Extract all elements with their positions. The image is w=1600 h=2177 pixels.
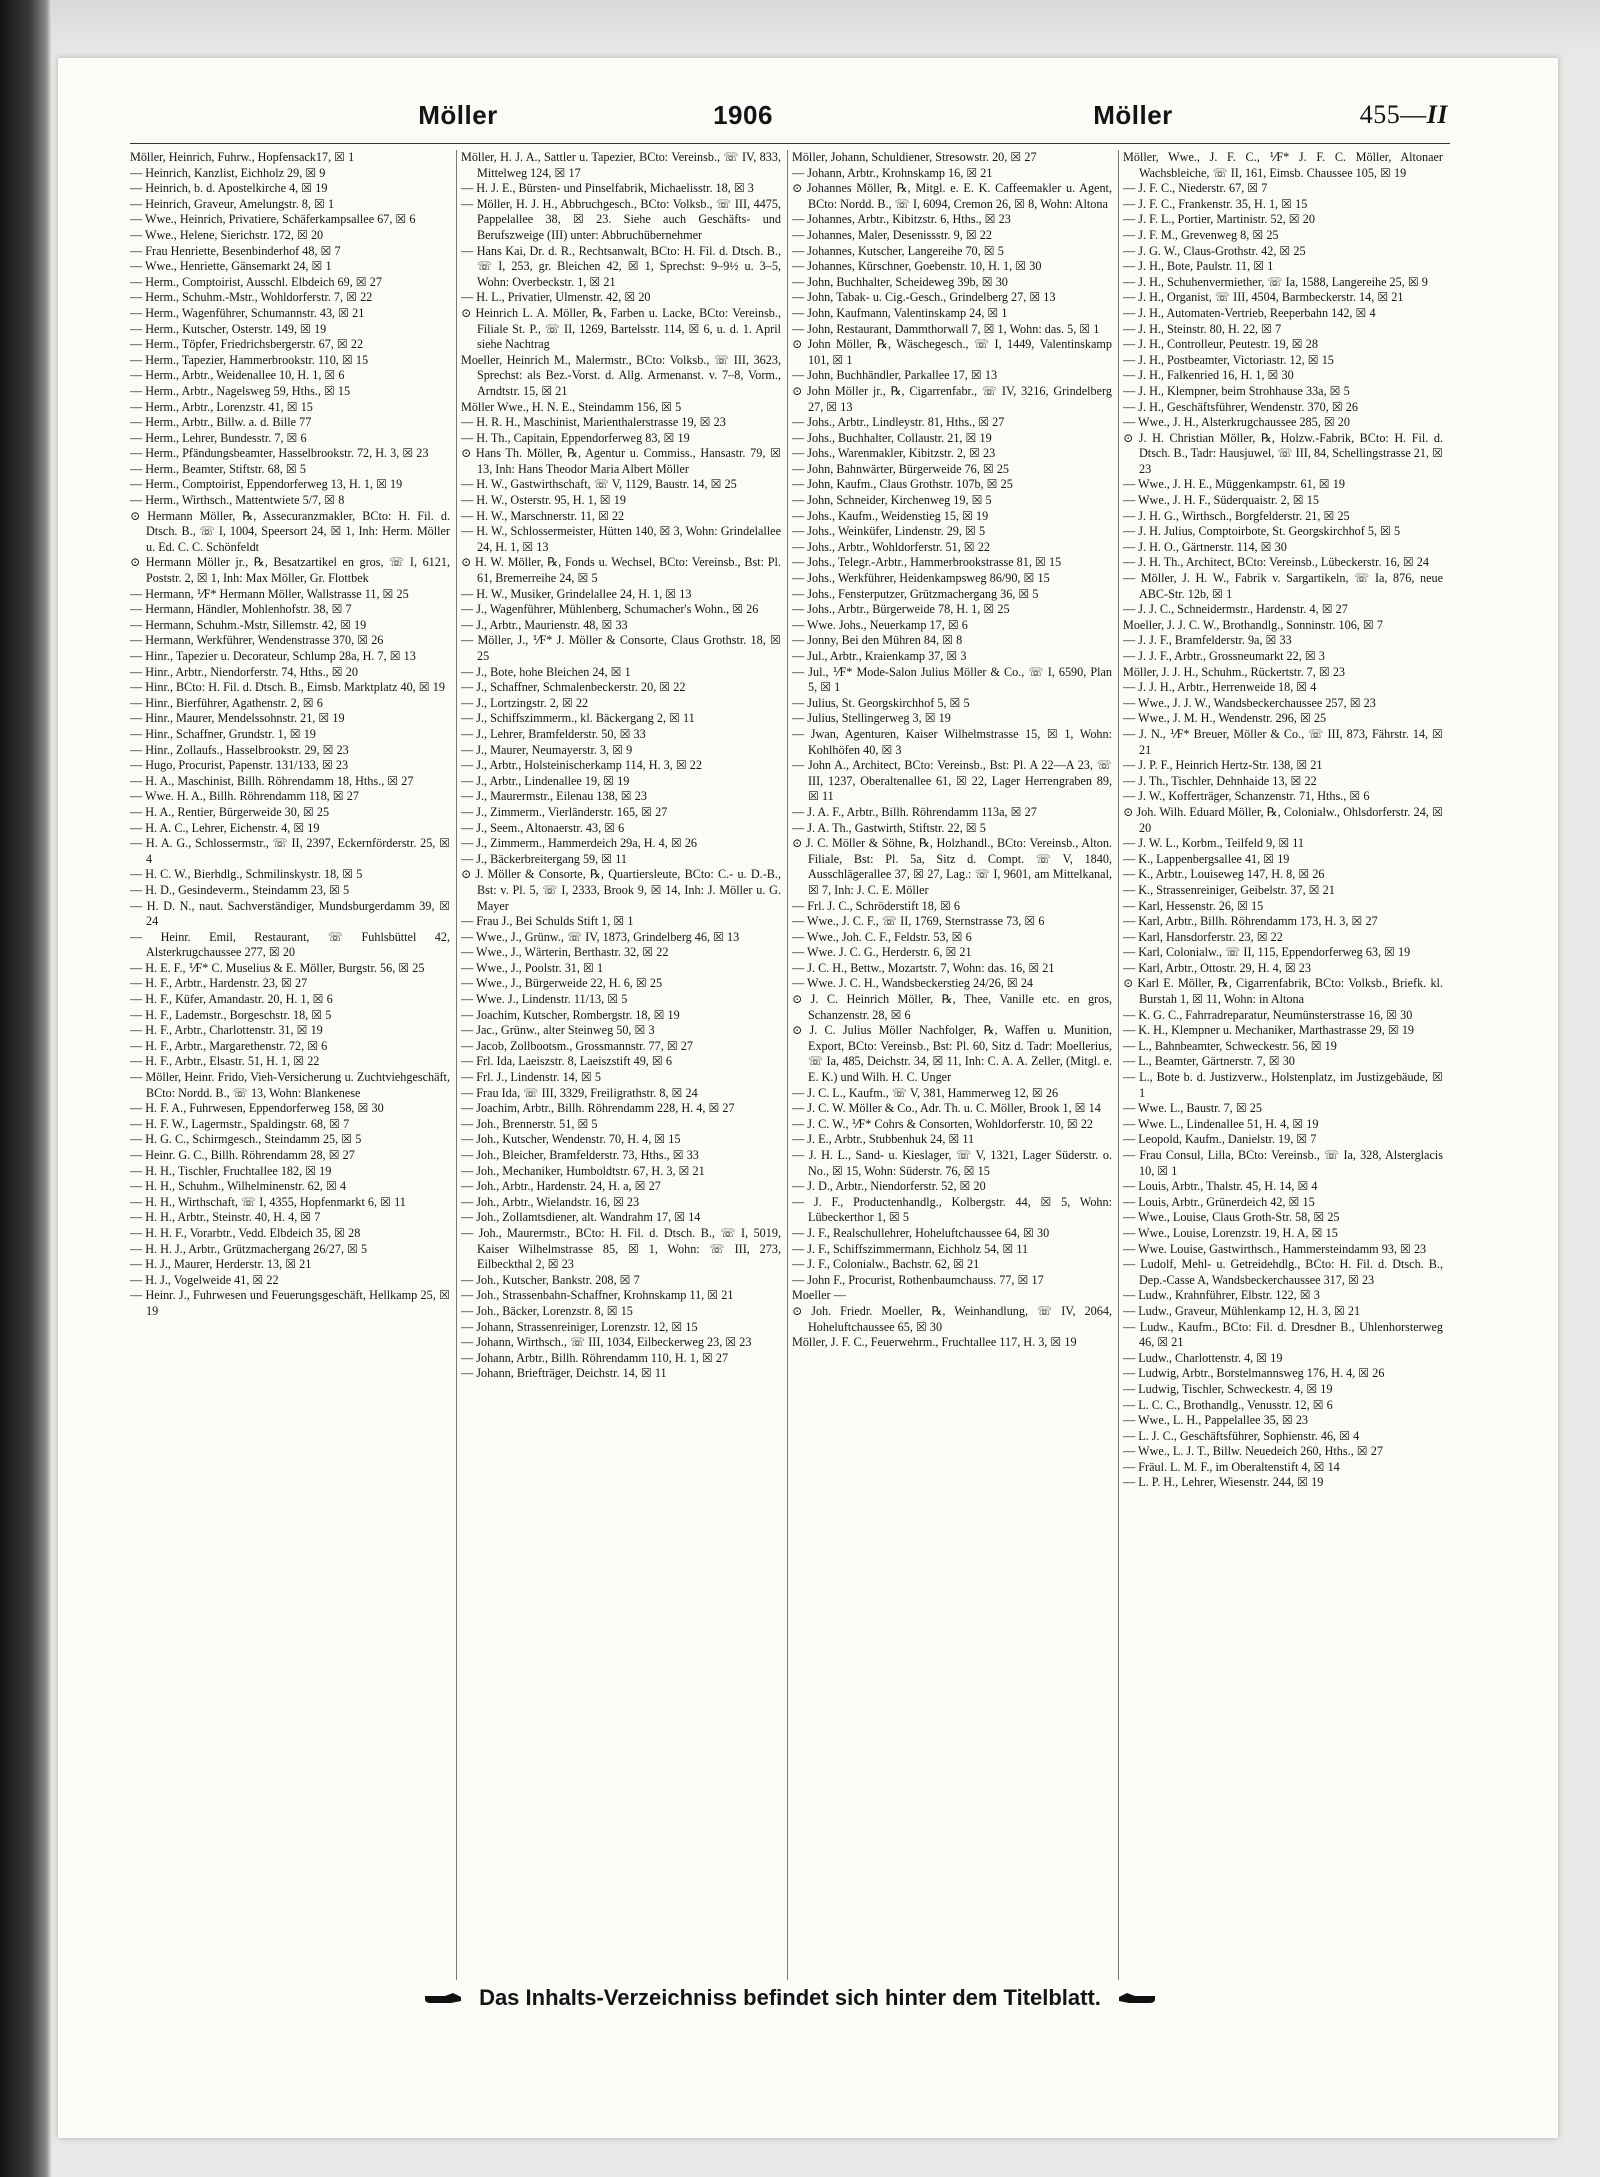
directory-entry: — J. J. C., Schneidermstr., Hardenstr. 4, ☒ 27 [1123, 602, 1348, 617]
directory-entry: ⊙ Joh. Wilh. Eduard Möller, ℞, Colonialw., Ohlsdorferstr. 24, ☒ 20 [1123, 804, 1443, 835]
directory-entry: — Karl, Hessenstr. 26, ☒ 15 [1123, 898, 1264, 913]
directory-entry: — John, Kaufm., Claus Grothstr. 107b, ☒ 25 [792, 477, 1013, 492]
directory-entry: — H. H., Tischler, Fruchtallee 182, ☒ 19 [130, 1163, 332, 1178]
directory-entry: ⊙ Hermann Möller jr., ℞, Besatzartikel en gros, ☏ I, 6121, Poststr. 2, ☒ 1, Inh: Max Möller, Gr. Flottbek [130, 555, 450, 586]
directory-entry: — J., Arbtr., Lindenallee 19, ☒ 19 [461, 773, 630, 788]
directory-entry: Möller Wwe., H. N. E., Steindamm 156, ☒ 5 [461, 399, 682, 414]
page-number-part: II [1426, 100, 1448, 129]
directory-entry: — J. H., Postbeamter, Victoriastr. 12, ☒ 15 [1123, 352, 1334, 367]
directory-entry: — Johs., Werkführer, Heidenkampsweg 86/90, ☒ 15 [792, 571, 1050, 586]
directory-entry: — Herm., Wagenführer, Schumannstr. 43, ☒ 21 [130, 305, 365, 320]
directory-entry: — Wwe. L., Baustr. 7, ☒ 25 [1123, 1101, 1262, 1116]
directory-entry: — J. N., ⅟F* Breuer, Möller & Co., ☏ III, 873, Fährstr. 14, ☒ 21 [1123, 726, 1443, 757]
directory-entry: — J., Schiffszimmerm., kl. Bäckergang 2, ☒ 11 [461, 711, 695, 726]
page-footer [130, 1985, 1450, 2025]
directory-entry: — J. H., Schuhenvermiether, ☏ Ia, 1588, Langereihe 25, ☒ 9 [1123, 274, 1428, 289]
directory-entry: — H. Th., Capitain, Eppendorferweg 83, ☒ 19 [461, 430, 690, 445]
directory-entry: — Karl, Arbtr., Billh. Röhrendamm 173, H. 3, ☒ 27 [1123, 914, 1378, 929]
directory-entry: — Heinr. J., Fuhrwesen und Feuerungsgeschäft, Hellkamp 25, ☒ 19 [130, 1288, 450, 1318]
directory-entry: — Wwe., Louise, Claus Groth-Str. 58, ☒ 25 [1123, 1210, 1340, 1225]
directory-entry: — J. F. M., Grevenweg 8, ☒ 25 [1123, 227, 1279, 242]
directory-entry: Möller, J. J. H., Schuhm., Rückertstr. 7, ☒ 23 [1123, 664, 1346, 679]
directory-entry: — Jul., ⅟F* Mode-Salon Julius Möller & Co., ☏ I, 6590, Plan 5, ☒ 1 [792, 664, 1112, 695]
directory-entry: — H. W., Gastwirthschaft, ☏ V, 1129, Baustr. 14, ☒ 25 [461, 477, 737, 492]
directory-entry: — J. H., Controlleur, Peutestr. 19, ☒ 28 [1123, 337, 1318, 352]
column-4 [1123, 150, 1443, 1980]
directory-entry: — J. A. F., Arbtr., Billh. Röhrendamm 113a, ☒ 27 [792, 804, 1037, 819]
directory-entry: — John F., Procurist, Rothenbaumchauss. 77, ☒ 17 [792, 1272, 1044, 1287]
directory-entry: — H. F., Küfer, Amandastr. 20, H. 1, ☒ 6 [130, 992, 333, 1007]
directory-entry: — H. J., Vogelweide 41, ☒ 22 [130, 1272, 279, 1287]
directory-columns [130, 150, 1450, 1980]
directory-entry: — Johannes, Kürschner, Goebenstr. 10, H. 1, ☒ 30 [792, 259, 1042, 274]
directory-entry: — Hermann, ⅟F* Hermann Möller, Wallstrasse 11, ☒ 25 [130, 586, 409, 601]
directory-entry: — J. C. W. Möller & Co., Adr. Th. u. C. Möller, Brook 1, ☒ 14 [792, 1101, 1101, 1116]
directory-entry: — J. H., Organist, ☏ III, 4504, Barmbeckerstr. 14, ☒ 21 [1123, 290, 1404, 305]
page-number-value: 455— [1359, 100, 1427, 129]
directory-entry: — Johann, Strassenreiniger, Lorenzstr. 12, ☒ 15 [461, 1319, 698, 1334]
directory-entry: Möller, Wwe., J. F. C., ⅟F* J. F. C. Möller, Altonaer Wachsbleiche, ☏ II, 161, Eimsb. Chaussee 105, ☒ 19 [1123, 150, 1443, 180]
directory-entry: — J. G. W., Claus-Grothstr. 42, ☒ 25 [1123, 243, 1306, 258]
column-2 [461, 150, 781, 1980]
directory-entry: — Heinrich, Kanzlist, Eichholz 29, ☒ 9 [130, 165, 326, 180]
header-left-name: Möller [418, 100, 498, 130]
directory-entry: — Ludw., Krahnführer, Elbstr. 122, ☒ 3 [1123, 1288, 1320, 1303]
directory-entry: — Möller, J. H. W., Fabrik v. Sargartikeln, ☏ Ia, 876, neue ABC-Str. 12b, ☒ 1 [1123, 571, 1443, 601]
directory-entry: — Joh., Arbtr., Hardenstr. 24, H. a, ☒ 27 [461, 1179, 661, 1194]
directory-entry: — Johs., Kaufm., Weidenstieg 15, ☒ 19 [792, 508, 989, 523]
directory-entry: — J., Bäckerbreitergang 59, ☒ 11 [461, 851, 627, 866]
directory-entry: — H. E. F., ⅟F* C. Muselius & E. Möller, Burgstr. 56, ☒ 25 [130, 960, 425, 975]
directory-entry: — Frau J., Bei Schulds Stift 1, ☒ 1 [461, 914, 634, 929]
directory-entry: — L. C. C., Brothandlg., Venusstr. 12, ☒ 6 [1123, 1397, 1333, 1412]
directory-entry: — H. D. N., naut. Sachverständiger, Mundsburgerdamm 39, ☒ 24 [130, 898, 450, 929]
directory-entry: — Wwe., Helene, Sierichstr. 172, ☒ 20 [130, 227, 324, 242]
directory-entry: — Möller, H. J. H., Abbruchgesch., BCto: Volksb., ☏ III, 4475, Pappelallee 38, ☒ 23. Siehe auch Geschäfts- und Berufszweige (III) unter: Abbruchübernehmer [461, 196, 781, 242]
directory-entry: — Herm., Beamter, Stiftstr. 68, ☒ 5 [130, 461, 306, 476]
directory-entry: — Hinr., BCto: H. Fil. d. Dtsch. B., Eimsb. Marktplatz 40, ☒ 19 [130, 680, 445, 695]
page-number [1360, 100, 1448, 130]
directory-entry: — J., Bote, hohe Bleichen 24, ☒ 1 [461, 664, 631, 679]
directory-entry: — Joh., Kutscher, Wendenstr. 70, H. 4, ☒ 15 [461, 1132, 681, 1147]
directory-entry: — L. J. C., Geschäftsführer, Sophienstr. 46, ☒ 4 [1123, 1428, 1360, 1443]
scan-top-edge [0, 0, 1600, 58]
directory-entry: — J. H., Falkenried 16, H. 1, ☒ 30 [1123, 368, 1294, 383]
directory-entry: — Herm., Lehrer, Bundesstr. 7, ☒ 6 [130, 430, 307, 445]
directory-entry: Möller, H. J. A., Sattler u. Tapezier, BCto: Vereinsb., ☏ IV, 833, Mittelweg 124, ☒ 17 [461, 150, 781, 180]
header-year: 1906 [713, 100, 773, 130]
directory-entry: ⊙ J. C. Heinrich Möller, ℞, Thee, Vanille etc. en gros, Schanzenstr. 28, ☒ 6 [792, 992, 1112, 1022]
directory-entry: — Karl, Arbtr., Ottostr. 29, H. 4, ☒ 23 [1123, 960, 1311, 975]
directory-entry: — J. Th., Tischler, Dehnhaide 13, ☒ 22 [1123, 773, 1317, 788]
directory-entry: — L., Bote b. d. Justizverw., Holstenplatz, im Justizgebäude, ☒ 1 [1123, 1070, 1443, 1100]
directory-entry: — L., Bahnbeamter, Schweckestr. 56, ☒ 19 [1123, 1038, 1337, 1053]
directory-entry: — Louis, Arbtr., Grünerdeich 42, ☒ 15 [1123, 1194, 1315, 1209]
directory-entry: — J. F. C., Niederstr. 67, ☒ 7 [1123, 181, 1268, 196]
directory-entry: Moeller — [792, 1288, 846, 1303]
directory-entry: — Wwe. J. C. G., Herderstr. 6, ☒ 21 [792, 945, 972, 960]
directory-entry: — Joh., Bleicher, Bramfelderstr. 73, Hths., ☒ 33 [461, 1148, 699, 1162]
directory-entry: ⊙ Hermann Möller, ℞, Assecuranzmakler, BCto: H. Fil. d. Dtsch. B., ☏ I, 1004, Speersort 24, ☒ 1, Inh: Herm. Möller u. Ed. C. C. Schönfeldt [130, 508, 450, 554]
directory-entry: — Heinrich, b. d. Apostelkirche 4, ☒ 19 [130, 181, 328, 196]
directory-entry: — J. J. H., Arbtr., Herrenweide 18, ☒ 4 [1123, 680, 1317, 695]
directory-entry: — H. L., Privatier, Ulmenstr. 42, ☒ 20 [461, 290, 651, 305]
directory-entry: — Herm., Pfändungsbeamter, Hasselbrookstr. 72, H. 3, ☒ 23 [130, 446, 429, 461]
directory-entry: — Wwe. Johs., Neuerkamp 17, ☒ 6 [792, 617, 968, 632]
directory-entry: — J. F. L., Portier, Martinistr. 52, ☒ 20 [1123, 212, 1315, 227]
directory-entry: — Wwe., J. C. F., ☏ II, 1769, Sternstrasse 73, ☒ 6 [792, 914, 1045, 929]
directory-entry: — H. F., Arbtr., Elsastr. 51, H. 1, ☒ 22 [130, 1054, 320, 1069]
directory-entry: — K., Arbtr., Louiseweg 147, H. 8, ☒ 26 [1123, 867, 1325, 882]
directory-entry: — Herm., Comptoirist, Eppendorferweg 13, H. 1, ☒ 19 [130, 477, 403, 492]
directory-entry: — Johannes, Arbtr., Kibitzstr. 6, Hths., ☒ 23 [792, 212, 1011, 227]
directory-entry: — Herm., Schuhm.-Mstr., Wohldorferstr. 7, ☒ 22 [130, 290, 373, 305]
directory-entry: — Wwe. Louise, Gastwirthsch., Hammersteindamm 93, ☒ 23 [1123, 1241, 1427, 1256]
directory-entry: — Wwe., J. J. W., Wandsbeckerchaussee 257, ☒ 23 [1123, 695, 1376, 710]
directory-entry: — L. P. H., Lehrer, Wiesenstr. 244, ☒ 19 [1123, 1475, 1324, 1490]
directory-entry: — Heinr. Emil, Restaurant, ☏ Fuhlsbüttel 42, Alsterkrugchaussee 277, ☒ 20 [130, 929, 450, 960]
directory-entry: — Joh., Mechaniker, Humboldtstr. 67, H. 3, ☒ 21 [461, 1163, 705, 1178]
directory-entry: — J. H., Bote, Paulstr. 11, ☒ 1 [1123, 259, 1274, 274]
directory-entry: — Frl. J. C., Schröderstift 18, ☒ 6 [792, 898, 961, 913]
directory-entry: Möller, J. F. C., Feuerwehrm., Fruchtallee 117, H. 3, ☒ 19 [792, 1335, 1077, 1350]
directory-entry: — Herm., Töpfer, Friedrichsbergerstr. 67, ☒ 22 [130, 337, 364, 352]
directory-entry: — Wwe., L. J. T., Billw. Neuedeich 260, Hths., ☒ 27 [1123, 1444, 1383, 1459]
directory-entry: — K., Lappenbergsallee 41, ☒ 19 [1123, 851, 1290, 866]
pointing-hand-left-icon [1117, 1991, 1157, 2007]
directory-entry: — H. A. G., Schlossermstr., ☏ II, 2397, Eckernförderstr. 25, ☒ 4 [130, 836, 450, 866]
directory-entry: — Wwe., Joh. C. F., Feldstr. 53, ☒ 6 [792, 929, 972, 944]
scan-left-edge [0, 0, 52, 2177]
directory-entry: — Johs., Warenmakler, Kibitzstr. 2, ☒ 23 [792, 446, 996, 461]
directory-entry: — K., Strassenreiniger, Geibelstr. 37, ☒ 21 [1123, 882, 1335, 897]
directory-entry: — Johannes, Maler, Desenissstr. 9, ☒ 22 [792, 227, 992, 242]
directory-entry: ⊙ H. W. Möller, ℞, Fonds u. Wechsel, BCto: Vereinsb., Bst: Pl. 61, Bremerreihe 24, ☒ 5 [461, 555, 781, 586]
directory-entry: — J., Zimmerm., Vierländerstr. 165, ☒ 27 [461, 804, 668, 819]
directory-entry: — Johann, Briefträger, Deichstr. 14, ☒ 11 [461, 1366, 667, 1381]
directory-entry: — H. F. W., Lagermstr., Spaldingstr. 68, ☒ 7 [130, 1116, 350, 1131]
directory-entry: — Herm., Arbtr., Lorenzstr. 41, ☒ 15 [130, 399, 313, 414]
directory-entry: — H. F. A., Fuhrwesen, Eppendorferweg 158, ☒ 30 [130, 1101, 384, 1116]
directory-entry: — H. H. J., Arbtr., Grützmachergang 26/27, ☒ 5 [130, 1241, 368, 1256]
directory-entry: — Frau Henriette, Besenbinderhof 48, ☒ 7 [130, 243, 341, 258]
directory-entry: Moeller, Heinrich M., Malermstr., BCto: Volksb., ☏ III, 3623, Sprechst: als Bez.-Vorst. d. Allg. Armenanst. v. 7–8, Vorm., Arndtstr. 15, ☒ 21 [461, 352, 781, 398]
directory-entry: — Wwe., J. H. F., Süderquaistr. 2, ☒ 15 [1123, 493, 1319, 508]
directory-entry: — Joh., Brennerstr. 51, ☒ 5 [461, 1116, 598, 1131]
directory-entry: — Wwe., J., Bürgerweide 22, H. 6, ☒ 25 [461, 976, 663, 991]
directory-entry: — Johann, Arbtr., Krohnskamp 16, ☒ 21 [792, 165, 993, 180]
directory-entry: — L., Beamter, Gärtnerstr. 7, ☒ 30 [1123, 1054, 1295, 1069]
directory-entry: — Frau Consul, Lilla, BCto: Vereinsb., ☏ Ia, 328, Alsterglacis 10, ☒ 1 [1123, 1148, 1443, 1178]
column-1 [130, 150, 450, 1980]
directory-entry: — Wwe. J. C. H., Wandsbeckerstieg 24/26, ☒ 24 [792, 976, 1034, 991]
directory-entry: — Johs., Arbtr., Bürgerweide 78, H. 1, ☒ 25 [792, 602, 1010, 617]
directory-entry: — John, Restaurant, Dammthorwall 7, ☒ 1, Wohn: das. 5, ☒ 1 [792, 321, 1100, 336]
directory-entry: — Johann, Wirthsch., ☏ III, 1034, Eilbeckerweg 23, ☒ 23 [461, 1335, 752, 1350]
directory-entry: — Johs., Fensterputzer, Grützmachergang 36, ☒ 5 [792, 586, 1039, 601]
directory-entry: — Möller, J., ⅟F* J. Möller & Consorte, Claus Grothstr. 18, ☒ 25 [461, 633, 781, 663]
directory-entry: — J. C. W., ⅟F* Cohrs & Consorten, Wohldorferstr. 10, ☒ 22 [792, 1116, 1094, 1131]
directory-entry: — J. H. G., Wirthsch., Borgfelderstr. 21, ☒ 25 [1123, 508, 1350, 523]
directory-entry: — J. C. L., Kaufm., ☏ V, 381, Hammerweg 12, ☒ 26 [792, 1085, 1059, 1100]
directory-entry: — Frl. Ida, Laeiszstr. 8, Laeiszstift 49, ☒ 6 [461, 1054, 672, 1069]
directory-entry: — H. D., Gesindeverm., Steindamm 23, ☒ 5 [130, 882, 350, 897]
directory-entry: — John, Schneider, Kirchenweg 19, ☒ 5 [792, 493, 992, 508]
directory-entry: — J., Lehrer, Bramfelderstr. 50, ☒ 33 [461, 726, 646, 741]
directory-entry: — Johs., Weinküfer, Lindenstr. 29, ☒ 5 [792, 524, 986, 539]
directory-entry: — J. P. F., Heinrich Hertz-Str. 138, ☒ 21 [1123, 758, 1323, 773]
directory-entry: — H. H. F., Vorarbtr., Vedd. Elbdeich 35, ☒ 28 [130, 1225, 361, 1240]
directory-entry: — H. G. C., Schirmgesch., Steindamm 25, ☒ 5 [130, 1132, 362, 1147]
directory-entry: — Hinr., Maurer, Mendelssohnstr. 21, ☒ 19 [130, 711, 345, 726]
directory-entry: Möller, Johann, Schuldiener, Stresowstr. 20, ☒ 27 [792, 150, 1037, 164]
directory-entry: — John, Bahnwärter, Bürgerweide 76, ☒ 25 [792, 461, 1010, 476]
directory-entry: — J. F., Schiffszimmermann, Eichholz 54, ☒ 11 [792, 1241, 1029, 1256]
directory-entry: — Frau Ida, ☏ III, 3329, Freiligrathstr. 8, ☒ 24 [461, 1085, 698, 1100]
directory-entry: — Johs., Telegr.-Arbtr., Hammerbrookstrasse 81, ☒ 15 [792, 555, 1062, 570]
directory-entry: — Herm., Comptoirist, Ausschl. Elbdeich 69, ☒ 27 [130, 274, 382, 289]
directory-entry: ⊙ J. C. Julius Möller Nachfolger, ℞, Waffen u. Munition, Export, BCto: Vereinsb., Bst: Pl. 60, Sitz d. Tadr: Moellerius, ☏ Ia, 485, Deichstr. 34, ☒ 11, Inh: C. A. A. Zeller, (Mitgl. e. E. K.) und Wilh. H. C. Unger [792, 1023, 1112, 1085]
directory-entry: — Julius, Stellingerweg 3, ☒ 19 [792, 711, 951, 726]
directory-entry: ⊙ John Möller jr., ℞, Cigarrenfabr., ☏ IV, 3216, Grindelberg 27, ☒ 13 [792, 383, 1112, 414]
directory-entry: — John, Buchhändler, Parkallee 17, ☒ 13 [792, 368, 998, 383]
directory-entry: — Karl, Hansdorferstr. 23, ☒ 22 [1123, 929, 1283, 944]
directory-entry: ⊙ J. H. Christian Möller, ℞, Holzw.-Fabrik, BCto: H. Fil. d. Dtsch. B., Tadr: Hausjuwel, ☏ III, 84, Schellingstrasse 21, ☒ 23 [1123, 430, 1443, 476]
directory-entry: — Ludwig, Arbtr., Borstelmannsweg 176, H. 4, ☒ 26 [1123, 1366, 1385, 1381]
directory-entry: — H. H., Arbtr., Steinstr. 40, H. 4, ☒ 7 [130, 1210, 321, 1225]
directory-entry: — J. D., Arbtr., Niendorferstr. 52, ☒ 20 [792, 1179, 986, 1194]
directory-entry: — H. F., Lademstr., Borgeschstr. 18, ☒ 5 [130, 1007, 332, 1022]
directory-entry: — H. H., Wirthschaft, ☏ I, 4355, Hopfenmarkt 6, ☒ 11 [130, 1194, 406, 1209]
directory-entry: — Frl. J., Lindenstr. 14, ☒ 5 [461, 1070, 601, 1085]
directory-entry: — Herm., Arbtr., Billw. a. d. Bille 77 [130, 415, 312, 430]
directory-entry: — Karl, Colonialw., ☏ II, 115, Eppendorferweg 63, ☒ 19 [1123, 945, 1411, 960]
directory-entry: — J. H., Geschäftsführer, Wendenstr. 370, ☒ 26 [1123, 399, 1358, 414]
directory-entry: — Hermann, Werkführer, Wendenstrasse 370, ☒ 26 [130, 633, 384, 648]
directory-entry: — Wwe., Heinrich, Privatiere, Schäferkampsallee 67, ☒ 6 [130, 212, 416, 227]
directory-entry: — Joh., Zollamtsdiener, alt. Wandrahm 17, ☒ 14 [461, 1210, 701, 1225]
directory-entry: — J. H. L., Sand- u. Kieslager, ☏ V, 1321, Lager Süderstr. o. No., ☒ 15, Wohn: Süderstr. 76, ☒ 15 [792, 1148, 1112, 1178]
directory-entry: — Hugo, Procurist, Papenstr. 131/133, ☒ 23 [130, 758, 349, 773]
directory-entry: — Fräul. L. M. F., im Oberaltenstift 4, ☒ 14 [1123, 1459, 1340, 1474]
directory-entry: — J. H., Klempner, beim Strohhause 33a, ☒ 5 [1123, 383, 1350, 398]
directory-entry: — H. W., Marschnerstr. 11, ☒ 22 [461, 508, 625, 523]
directory-entry: — Heinrich, Graveur, Amelungstr. 8, ☒ 1 [130, 196, 335, 211]
directory-entry: — J., Maurermstr., Eilenau 138, ☒ 23 [461, 789, 647, 804]
directory-entry: ⊙ J. C. Möller & Söhne, ℞, Holzhandl., BCto: Vereinsb., Alton. Filiale, Bst: Pl. 5a, Sitz d. Compt. ☏ V, 1840, Ausschlägerallee 37, ☒ 27, Lag.: ☏ I, 9601, am Mittelkanal, ☒ 7, Inh: J. C. E. Möller [792, 836, 1112, 897]
directory-entry: — Herm., Wirthsch., Mattentwiete 5/7, ☒ 8 [130, 493, 345, 508]
directory-entry: — Louis, Arbtr., Thalstr. 45, H. 14, ☒ 4 [1123, 1179, 1318, 1194]
directory-entry: — Joh., Kutscher, Bankstr. 208, ☒ 7 [461, 1272, 640, 1287]
directory-entry: — Joh., Maurermstr., BCto: H. Fil. d. Dtsch. B., ☏ I, 5019, Kaiser Wilhelmstrasse 85, ☒ 1, Wohn: ☏ III, 273, Eilbeckthal 2, ☒ 23 [461, 1225, 781, 1272]
directory-entry: — Johs., Arbtr., Lindleystr. 81, Hths., ☒ 27 [792, 415, 1005, 430]
directory-entry: — Ludw., Charlottenstr. 4, ☒ 19 [1123, 1350, 1283, 1365]
directory-entry: — Wwe. L., Lindenallee 51, H. 4, ☒ 19 [1123, 1116, 1319, 1131]
directory-entry: — J. W. L., Korbm., Teilfeld 9, ☒ 11 [1123, 836, 1305, 851]
directory-entry: — Johann, Arbtr., Billh. Röhrendamm 110, H. 1, ☒ 27 [461, 1350, 729, 1365]
directory-entry: — J. H. Julius, Comptoirbote, St. Georgskirchhof 5, ☒ 5 [1123, 524, 1401, 539]
header-right-name: Möller [1093, 100, 1173, 130]
directory-entry: — Johs., Arbtr., Wohldorferstr. 51, ☒ 22 [792, 539, 990, 554]
directory-entry: — Hinr., Schaffner, Grundstr. 1, ☒ 19 [130, 726, 316, 741]
directory-entry: ⊙ Heinrich L. A. Möller, ℞, Farben u. Lacke, BCto: Vereinsb., Filiale St. P., ☏ II, 1269, Bartelsstr. 114, ☒ 6, u. d. 1. April siehe Nachtrag [461, 305, 781, 352]
directory-entry: — Hinr., Zollaufs., Hasselbrookstr. 29, ☒ 23 [130, 742, 349, 757]
directory-entry: — Wwe., J. H., Alsterkrugchaussee 285, ☒ 20 [1123, 415, 1350, 430]
directory-entry: — J. J. F., Arbtr., Grossneumarkt 22, ☒ 3 [1123, 649, 1325, 663]
directory-entry: — H. A., Rentier, Bürgerweide 30, ☒ 25 [130, 804, 330, 819]
directory-entry: — Wwe. J., Lindenstr. 11/13, ☒ 5 [461, 992, 628, 1007]
directory-entry: ⊙ Johannes Möller, ℞, Mitgl. e. E. K. Caffeemakler u. Agent, BCto: Nordd. B., ☏ I, 6094, Cremon 26, ☒ 8, Wohn: Altona [792, 181, 1112, 211]
directory-entry: — Heinr. G. C., Billh. Röhrendamm 28, ☒ 27 [130, 1148, 355, 1162]
directory-entry: — Hinr., Arbtr., Niendorferstr. 74, Hths., ☒ 20 [130, 664, 358, 679]
directory-entry: — J. H., Steinstr. 80, H. 22, ☒ 7 [1123, 321, 1282, 336]
directory-entry: — Ludolf, Mehl- u. Getreidehdlg., BCto: H. Fil. d. Dtsch. B., Dep.-Casse A, Wandsbeckerchaussee 317, ☒ 23 [1123, 1257, 1443, 1287]
directory-entry: — Wwe., Henriette, Gänsemarkt 24, ☒ 1 [130, 259, 332, 274]
directory-entry: — H. F., Arbtr., Charlottenstr. 31, ☒ 19 [130, 1023, 323, 1038]
directory-entry: — K. H., Klempner u. Mechaniker, Marthastrasse 29, ☒ 19 [1123, 1023, 1415, 1038]
directory-entry: — Herm., Arbtr., Nagelsweg 59, Hths., ☒ 15 [130, 383, 351, 398]
directory-entry: — Ludwig, Tischler, Schweckestr. 4, ☒ 19 [1123, 1381, 1333, 1396]
directory-entry: — J., Arbtr., Maurienstr. 48, ☒ 33 [461, 617, 628, 632]
directory-entry: — J. C. H., Bettw., Mozartstr. 7, Wohn: das. 16, ☒ 21 [792, 960, 1055, 975]
directory-entry: — J. F., Colonialw., Bachstr. 62, ☒ 21 [792, 1257, 980, 1272]
directory-entry: — J. W., Kofferträger, Schanzenstr. 71, Hths., ☒ 6 [1123, 789, 1370, 804]
directory-entry: — Hinr., Tapezier u. Decorateur, Schlump 28a, H. 7, ☒ 13 [130, 649, 416, 663]
directory-entry: — Herm., Kutscher, Osterstr. 149, ☒ 19 [130, 321, 327, 336]
directory-entry: ⊙ John Möller, ℞, Wäschegesch., ☏ I, 1449, Valentinskamp 101, ☒ 1 [792, 337, 1112, 367]
directory-entry: — Joh., Strassenbahn-Schaffner, Krohnskamp 11, ☒ 21 [461, 1288, 734, 1303]
directory-entry: — J. F. C., Frankenstr. 35, H. 1, ☒ 15 [1123, 196, 1308, 211]
directory-entry: — H. J., Maurer, Herderstr. 13, ☒ 21 [130, 1257, 312, 1272]
directory-entry: — H. F., Arbtr., Hardenstr. 23, ☒ 27 [130, 976, 308, 991]
directory-entry: — Wwe., J., Poolstr. 31, ☒ 1 [461, 960, 604, 975]
directory-entry: — J. J. F., Bramfelderstr. 9a, ☒ 33 [1123, 633, 1292, 648]
directory-entry: — Leopold, Kaufm., Danielstr. 19, ☒ 7 [1123, 1132, 1317, 1147]
directory-entry: — Herm., Tapezier, Hammerbrookstr. 110, ☒ 15 [130, 352, 369, 367]
directory-entry: — Jwan, Agenturen, Kaiser Wilhelmstrasse 15, ☒ 1, Wohn: Kohlhöfen 40, ☒ 3 [792, 726, 1112, 757]
directory-entry: — H. H., Schuhm., Wilhelminenstr. 62, ☒ 4 [130, 1179, 347, 1194]
directory-entry: — John A., Architect, BCto: Vereinsb., Bst: Pl. A 22—A 23, ☏ III, 1237, Oberaltenallee 61, ☒ 22, Lager Herrengraben 89, ☒ 11 [792, 758, 1112, 804]
directory-entry: — J. H. Th., Architect, BCto: Vereinsb., Lübeckerstr. 16, ☒ 24 [1123, 555, 1429, 570]
directory-entry: — J., Schaffner, Schmalenbeckerstr. 20, ☒ 22 [461, 680, 686, 695]
directory-entry: — H. A. C., Lehrer, Eichenstr. 4, ☒ 19 [130, 820, 320, 835]
directory-entry: — J., Maurer, Neumayerstr. 3, ☒ 9 [461, 742, 633, 757]
directory-entry: — Wwe., J., Wärterin, Berthastr. 32, ☒ 22 [461, 945, 669, 960]
directory-entry: — Wwe., L. H., Pappelallee 35, ☒ 23 [1123, 1413, 1309, 1428]
directory-entry: — Wwe. H. A., Billh. Röhrendamm 118, ☒ 27 [130, 789, 359, 804]
directory-entry: — Jonny, Bei den Mühren 84, ☒ 8 [792, 633, 963, 648]
directory-entry: — J. F., Realschullehrer, Hoheluftchaussee 64, ☒ 30 [792, 1225, 1050, 1240]
directory-entry: — K. G. C., Fahrradreparatur, Neumünsterstrasse 16, ☒ 30 [1123, 1007, 1413, 1022]
directory-entry: — Hermann, Schuhm.-Mstr, Sillemstr. 42, ☒ 19 [130, 617, 367, 632]
directory-entry: — J., Zimmerm., Hammerdeich 29a, H. 4, ☒ 26 [461, 836, 698, 851]
directory-entry: — Jac., Grünw., alter Steinweg 50, ☒ 3 [461, 1023, 655, 1038]
directory-entry: — J. H. O., Gärtnerstr. 114, ☒ 30 [1123, 539, 1287, 554]
directory-entry: — Julius, St. Georgskirchhof 5, ☒ 5 [792, 695, 970, 710]
directory-entry: — Hermann, Händler, Mohlenhofstr. 38, ☒ 7 [130, 602, 352, 617]
directory-entry: — Johs., Buchhalter, Collaustr. 21, ☒ 19 [792, 430, 992, 445]
directory-entry: — Joh., Bäcker, Lorenzstr. 8, ☒ 15 [461, 1303, 633, 1318]
directory-entry: — Ludw., Graveur, Mühlenkamp 12, H. 3, ☒ 21 [1123, 1303, 1361, 1318]
directory-entry: — J. F., Productenhandlg., Kolbergstr. 44, ☒ 5, Wohn: Lübeckerthor 1, ☒ 5 [792, 1194, 1112, 1225]
directory-entry: — H. A., Maschinist, Billh. Röhrendamm 18, Hths., ☒ 27 [130, 773, 414, 788]
header-rule [130, 143, 1450, 144]
directory-entry: ⊙ Hans Th. Möller, ℞, Agentur u. Commiss., Hansastr. 79, ☒ 13, Inh: Hans Theodor Maria Albert Möller [461, 446, 781, 476]
directory-entry: — Möller, Heinr. Frido, Vieh-Versicherung u. Zuchtviehgeschäft, BCto: Nordd. B., ☏ 13, Wohn: Blankenese [130, 1070, 450, 1100]
directory-entry: — J., Seem., Altonaerstr. 43, ☒ 6 [461, 820, 625, 835]
directory-entry: — H. W., Musiker, Grindelallee 24, H. 1, ☒ 13 [461, 586, 692, 601]
directory-entry: — J. H., Automaten-Vertrieb, Reeperbahn 142, ☒ 4 [1123, 305, 1376, 320]
directory-entry: — J. E., Arbtr., Stubbenhuk 24, ☒ 11 [792, 1132, 975, 1147]
directory-entry: ⊙ Karl E. Möller, ℞, Cigarrenfabrik, BCto: Volksb., Briefk. kl. Burstah 1, ☒ 11, Wohn: in Altona [1123, 976, 1443, 1007]
directory-entry: — Jacob, Zollbootsm., Grossmannstr. 77, ☒ 27 [461, 1038, 693, 1053]
directory-entry: ⊙ Joh. Friedr. Moeller, ℞, Weinhandlung, ☏ IV, 2064, Hoheluftchaussee 65, ☒ 30 [792, 1303, 1112, 1334]
directory-entry: — H. W., Schlossermeister, Hütten 140, ☒ 3, Wohn: Grindelallee 24, H. 1, ☒ 13 [461, 524, 781, 554]
column-3 [792, 150, 1112, 1980]
directory-entry: — J., Wagenführer, Mühlenberg, Schumacher's Wohn., ☒ 26 [461, 602, 759, 617]
directory-entry: — John, Buchhalter, Scheideweg 39b, ☒ 30 [792, 274, 1008, 289]
directory-entry: — Johannes, Kutscher, Langereihe 70, ☒ 5 [792, 243, 1004, 258]
directory-entry: — Joachim, Kutscher, Rombergstr. 18, ☒ 19 [461, 1007, 680, 1022]
directory-entry: — Ludw., Kaufm., BCto: Fil. d. Dresdner B., Uhlenhorsterweg 46, ☒ 21 [1123, 1319, 1443, 1350]
directory-entry: — H. F., Arbtr., Margarethenstr. 72, ☒ 6 [130, 1038, 328, 1053]
footer-notice: Das Inhalts-Verzeichniss befindet sich hinter dem Titelblatt. [479, 1985, 1101, 2010]
pointing-hand-right-icon [423, 1991, 463, 2007]
directory-entry: — J. A. Th., Gastwirth, Stiftstr. 22, ☒ 5 [792, 820, 986, 835]
directory-entry: — Wwe., J. M. H., Wendenstr. 296, ☒ 25 [1123, 711, 1327, 726]
directory-entry: — Jul., Arbtr., Kraienkamp 37, ☒ 3 [792, 649, 967, 663]
directory-entry: — Joh., Arbtr., Wielandstr. 16, ☒ 23 [461, 1194, 640, 1209]
directory-entry: — J., Arbtr., Holsteinischerkamp 114, H. 3, ☒ 22 [461, 758, 702, 773]
directory-entry: — H. R. H., Maschinist, Marienthalerstrasse 19, ☒ 23 [461, 415, 726, 430]
directory-entry: — Hinr., Bierführer, Agathenstr. 2, ☒ 6 [130, 695, 323, 710]
directory-entry: — H. C. W., Bierhdlg., Schmilinskystr. 18, ☒ 5 [130, 867, 363, 882]
directory-entry: Moeller, J. J. C. W., Brothandlg., Sonninstr. 106, ☒ 7 [1123, 617, 1383, 632]
directory-entry: — H. J. E., Bürsten- und Pinselfabrik, Michaelisstr. 18, ☒ 3 [461, 181, 754, 196]
directory-entry: — Wwe., J., Grünw., ☏ IV, 1873, Grindelberg 46, ☒ 13 [461, 929, 740, 944]
directory-entry: — Joachim, Arbtr., Billh. Röhrendamm 228, H. 4, ☒ 27 [461, 1101, 735, 1116]
directory-entry: — John, Tabak- u. Cig.-Gesch., Grindelberg 27, ☒ 13 [792, 290, 1056, 305]
directory-entry: — Hans Kai, Dr. d. R., Rechtsanwalt, BCto: H. Fil. d. Dtsch. B., ☏ I, 253, gr. Bleichen 42, ☒ 1, Sprechst: 9–9½ u. 3–5, Wohn: Overbeckstr. 1, ☒ 21 [461, 243, 781, 289]
directory-entry: — J., Lortzingstr. 2, ☒ 22 [461, 695, 589, 710]
directory-entry: — Wwe., J. H. E., Müggenkampstr. 61, ☒ 19 [1123, 477, 1345, 492]
directory-entry: — John, Kaufmann, Valentinskamp 24, ☒ 1 [792, 305, 1008, 320]
directory-entry: ⊙ J. Möller & Consorte, ℞, Quartiersleute, BCto: C.- u. D.-B., Bst: v. Pl. 5, ☏ I, 2333, Brook 9, ☒ 14, Inh: J. Möller u. G. Mayer [461, 867, 781, 913]
directory-entry: Möller, Heinrich, Fuhrw., Hopfensack17, ☒ 1 [130, 150, 355, 164]
directory-entry: — Wwe., Louise, Lorenzstr. 19, H. A, ☒ 15 [1123, 1225, 1338, 1240]
directory-entry: — Herm., Arbtr., Weidenallee 10, H. 1, ☒ 6 [130, 368, 345, 383]
directory-entry: — H. W., Osterstr. 95, H. 1, ☒ 19 [461, 493, 626, 508]
